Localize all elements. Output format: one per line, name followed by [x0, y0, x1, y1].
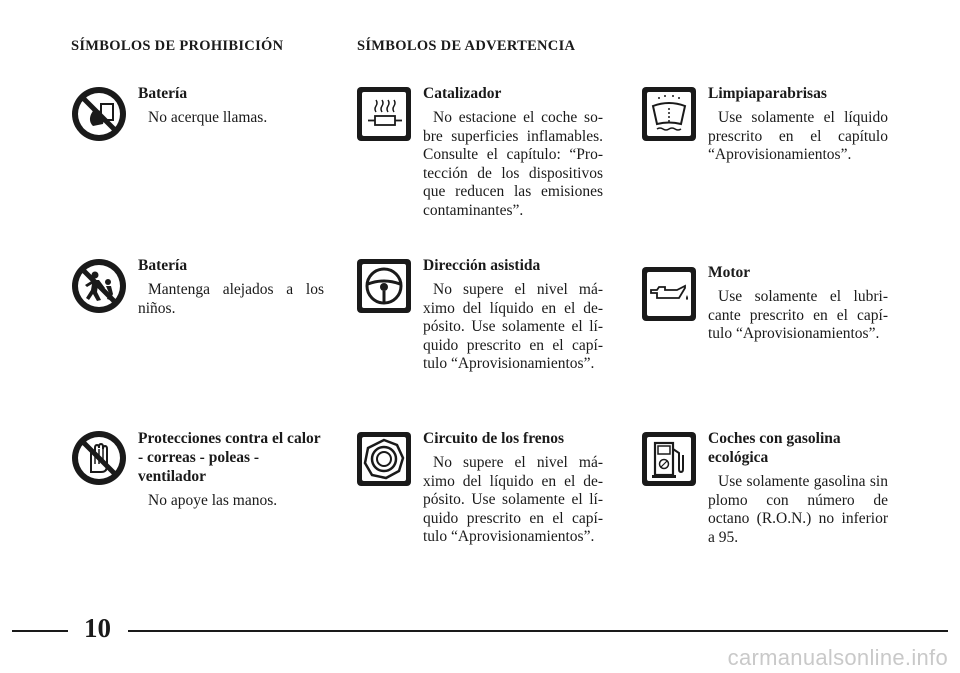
warning-item-gasolina — [708, 429, 888, 547]
warning-item-limpiaparabrisas — [708, 84, 888, 165]
item-text: Use solamente el lubri-cante prescrito en el capí-tulo “Aprovisionamientos”. — [708, 288, 888, 342]
watermark: carmanualsonline.info — [727, 645, 948, 670]
warning-item-motor — [708, 263, 888, 344]
brake-circuit-icon — [356, 431, 412, 487]
engine-oil-icon — [641, 266, 697, 322]
prohibition-item-1 — [138, 84, 324, 128]
item-title: Motor — [708, 264, 751, 281]
item-text: No supere el nivel má-ximo del líquido en el de-pósito. Use solamente el lí-quido prescrito en el capí-tulo “Aprovisionamientos”. — [423, 281, 603, 372]
item-text: Mantenga alejados a los niños. — [138, 281, 324, 317]
item-text: No apoye las manos. — [148, 492, 278, 509]
item-title: Catalizador — [423, 85, 502, 102]
item-title: Coches con gasolina ecológica — [708, 430, 841, 466]
page-number: 10 — [84, 613, 111, 643]
item-title: Dirección asistida — [423, 257, 541, 274]
catalytic-converter-icon — [356, 86, 412, 142]
steering-wheel-icon — [356, 258, 412, 314]
item-title: Batería — [138, 85, 188, 102]
no-flames-battery-icon — [71, 86, 127, 142]
warning-item-direccion — [423, 256, 603, 374]
no-hands-icon — [71, 430, 127, 486]
warning-header: SÍMBOLOS DE ADVERTENCIA — [357, 38, 576, 54]
item-title: Protecciones contra el calor - correas - poleas - ventilador — [138, 430, 321, 485]
item-title: Batería — [138, 257, 188, 274]
warning-item-frenos — [423, 429, 603, 547]
keep-children-away-icon — [71, 258, 127, 314]
prohibition-item-2 — [138, 256, 324, 318]
warning-item-catalizador — [423, 84, 603, 220]
unleaded-fuel-icon — [641, 431, 697, 487]
footer-rule-left — [12, 630, 68, 632]
item-text: Use solamente gasolina sin plomo con número de octano (R.O.N.) no inferior a 95. — [708, 473, 888, 546]
item-title: Circuito de los frenos — [423, 430, 565, 447]
item-text: No acerque llamas. — [148, 109, 268, 126]
item-text: Use solamente el líquido prescrito en el capítulo “Aprovisionamientos”. — [708, 109, 888, 163]
item-text: No estacione el coche so-bre superficies inflamables. Consulte el capítulo: “Pro-tección de los dispositivos que reducen las emisiones contaminantes”. — [423, 109, 603, 219]
windshield-washer-icon — [641, 86, 697, 142]
footer-rule-right — [128, 630, 948, 632]
prohibition-item-3 — [138, 429, 324, 511]
item-text: No supere el nivel má-ximo del líquido en el de-pósito. Use solamente el lí-quido prescrito en el capí-tulo “Aprovisionamientos”. — [423, 454, 603, 545]
item-title: Limpiaparabrisas — [708, 85, 827, 102]
prohibition-header: SÍMBOLOS DE PROHIBICIÓN — [71, 38, 284, 54]
